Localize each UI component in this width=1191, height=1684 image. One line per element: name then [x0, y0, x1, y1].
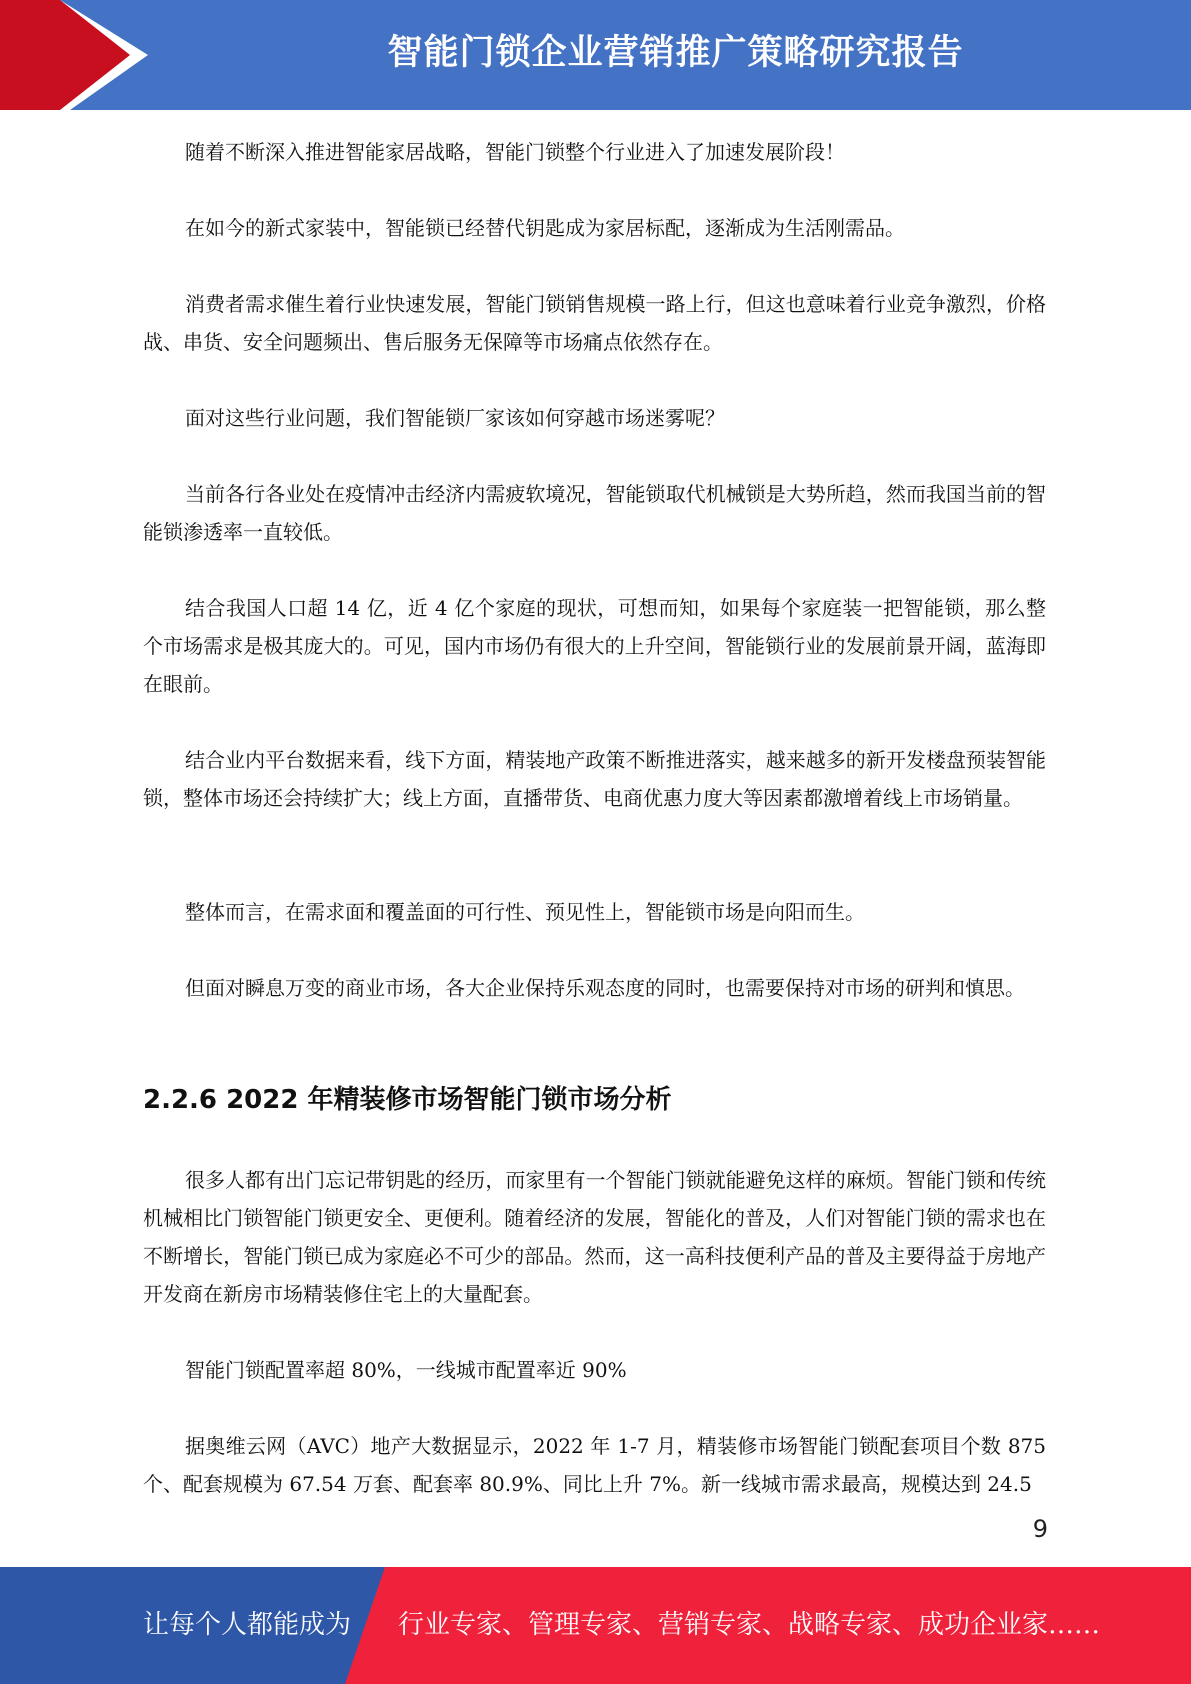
paragraph: 面对这些行业问题，我们智能锁厂家该如何穿越市场迷雾呢？	[185, 406, 725, 430]
paragraph: 当前各行各业处在疫情冲击经济内需疲软境况，智能锁取代机械锁是大势所趋，然而我国当前的智能锁渗透率一直较低。	[143, 482, 1046, 544]
paragraph: 结合业内平台数据来看，线下方面，精装地产政策不断推进落实，越来越多的新开发楼盘预装智能锁，整体市场还会持续扩大；线上方面，直播带货、电商优惠力度大等因素都激增着线上市场销量。	[143, 748, 1046, 810]
page-number: 9	[1032, 1515, 1048, 1543]
paragraph: 在如今的新式家装中，智能锁已经替代钥匙成为家居标配，逐渐成为生活刚需品。	[185, 216, 905, 240]
paragraph: 结合我国人口超 14 亿，近 4 亿个家庭的现状，可想而知，如果每个家庭装一把智能锁，那么整个市场需求是极其庞大的。可见，国内市场仍有很大的上升空间，智能锁行业的发展前景开阔，蓝海即在眼前。	[143, 596, 1046, 696]
page-footer	[0, 1567, 1191, 1684]
paragraph: 据奥维云网（AVC）地产大数据显示，2022 年 1-7 月，精装修市场智能门锁配套项目个数 875 个、配套规模为 67.54 万套、配套率 80.9%、同比上升 7%。新一线城市需求最高，规模达到 24.5	[143, 1434, 1046, 1496]
report-title: 智能门锁企业营销推广策略研究报告	[387, 33, 964, 73]
footer-slogan-left: 让每个人都能成为	[143, 1610, 352, 1640]
section-heading: 2.2.6 2022 年精装修市场智能门锁市场分析	[143, 1085, 672, 1115]
paragraph: 但面对瞬息万变的商业市场，各大企业保持乐观态度的同时，也需要保持对市场的研判和慎思。	[185, 976, 1025, 1000]
paragraph: 整体而言，在需求面和覆盖面的可行性、预见性上，智能锁市场是向阳而生。	[185, 900, 865, 924]
paragraph: 智能门锁配置率超 80%，一线城市配置率近 90%	[185, 1358, 627, 1382]
paragraph: 消费者需求催生着行业快速发展，智能门锁销售规模一路上行，但这也意味着行业竞争激烈，价格战、串货、安全问题频出、售后服务无保障等市场痛点依然存在。	[143, 292, 1046, 354]
header-arrow-icon	[0, 0, 160, 110]
paragraph: 随着不断深入推进智能家居战略，智能门锁整个行业进入了加速发展阶段！	[185, 140, 845, 164]
page-header	[0, 0, 1191, 110]
footer-slogan-right: 行业专家、管理专家、营销专家、战略专家、成功企业家……	[398, 1610, 1101, 1640]
paragraph: 很多人都有出门忘记带钥匙的经历，而家里有一个智能门锁就能避免这样的麻烦。智能门锁和传统机械相比门锁智能门锁更安全、更便利。随着经济的发展，智能化的普及，人们对智能门锁的需求也在不断增长，智能门锁已成为家庭必不可少的部品。然而，这一高科技便利产品的普及主要得益于房地产开发商在新房市场精装修住宅上的大量配套。	[143, 1168, 1046, 1306]
